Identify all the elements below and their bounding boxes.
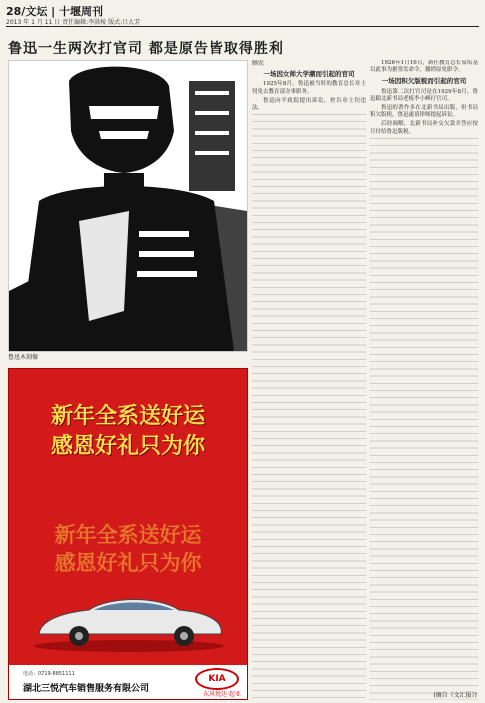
ad-footer	[9, 665, 247, 699]
section-heading-2: 一场因积欠版税而引起的官司	[381, 77, 467, 86]
car-photo	[29, 584, 229, 654]
editor-meta: 2013 年 1 月 11 日 责任编辑:李洪棱 版式:吕大芳	[6, 19, 141, 26]
ad-slogan-2-faded: 感恩好礼只为你	[54, 551, 202, 575]
body-text-lines	[252, 114, 366, 700]
woodcut-illustration	[9, 61, 247, 351]
page-number-section: 28/文坛 | 十堰周刊	[6, 5, 104, 18]
paragraph: 鲁迅的著作多在北新书局出版，但书局积欠版税，鲁迅遂请律师提起诉讼。	[370, 105, 478, 119]
article-source: (摘自《文汇报》)	[433, 692, 477, 699]
paragraph: 鲁迅第二次打官司是在1929年8月，鲁迅跟北新书局老板李小峰打官司。	[370, 88, 478, 102]
image-caption: 鲁迅木刻像	[8, 354, 39, 361]
paragraph: 1926年1月16日，新任教育总长易培基以此事为据签发命令，撤销原免职令。	[370, 60, 478, 74]
ad-slogan-1: 新年全系送好运	[50, 404, 205, 429]
article-headline: 鲁迅一生两次打官司 都是原告皆取得胜利	[8, 41, 284, 57]
section-heading-1: 一场因女师大学潮而引起的官司	[263, 70, 355, 79]
article-column-2	[370, 60, 478, 700]
kia-logo: KIA	[195, 668, 239, 690]
article-column-1	[252, 60, 366, 700]
ad-slogan-2: 感恩好礼只为你	[50, 434, 205, 459]
dealer-name: 湖北三悦汽车销售服务有限公司	[23, 684, 150, 694]
ad-slogan-1-faded: 新年全系送好运	[54, 523, 202, 547]
lu-xun-woodcut-image	[8, 60, 248, 352]
car-advertisement	[8, 368, 248, 700]
header-rule	[6, 26, 479, 27]
body-text-lines	[370, 138, 478, 700]
brand-name: 东风悦达·起亚	[203, 691, 241, 698]
dealer-phone: 电话：0719-8851111	[23, 671, 75, 677]
paragraph: 1925年8月，鲁迅被当时的教育总长章士钊免去教育部佥事职务。	[252, 81, 366, 95]
paragraph: 后经调解，北新书局补交欠款并答应按月付给鲁迅版税。	[370, 121, 478, 135]
paragraph: 鲁迅向平政院提出诉讼，控告章士钊违法。	[252, 97, 366, 112]
page-header	[6, 3, 479, 27]
article-author: 顾农	[252, 60, 265, 67]
